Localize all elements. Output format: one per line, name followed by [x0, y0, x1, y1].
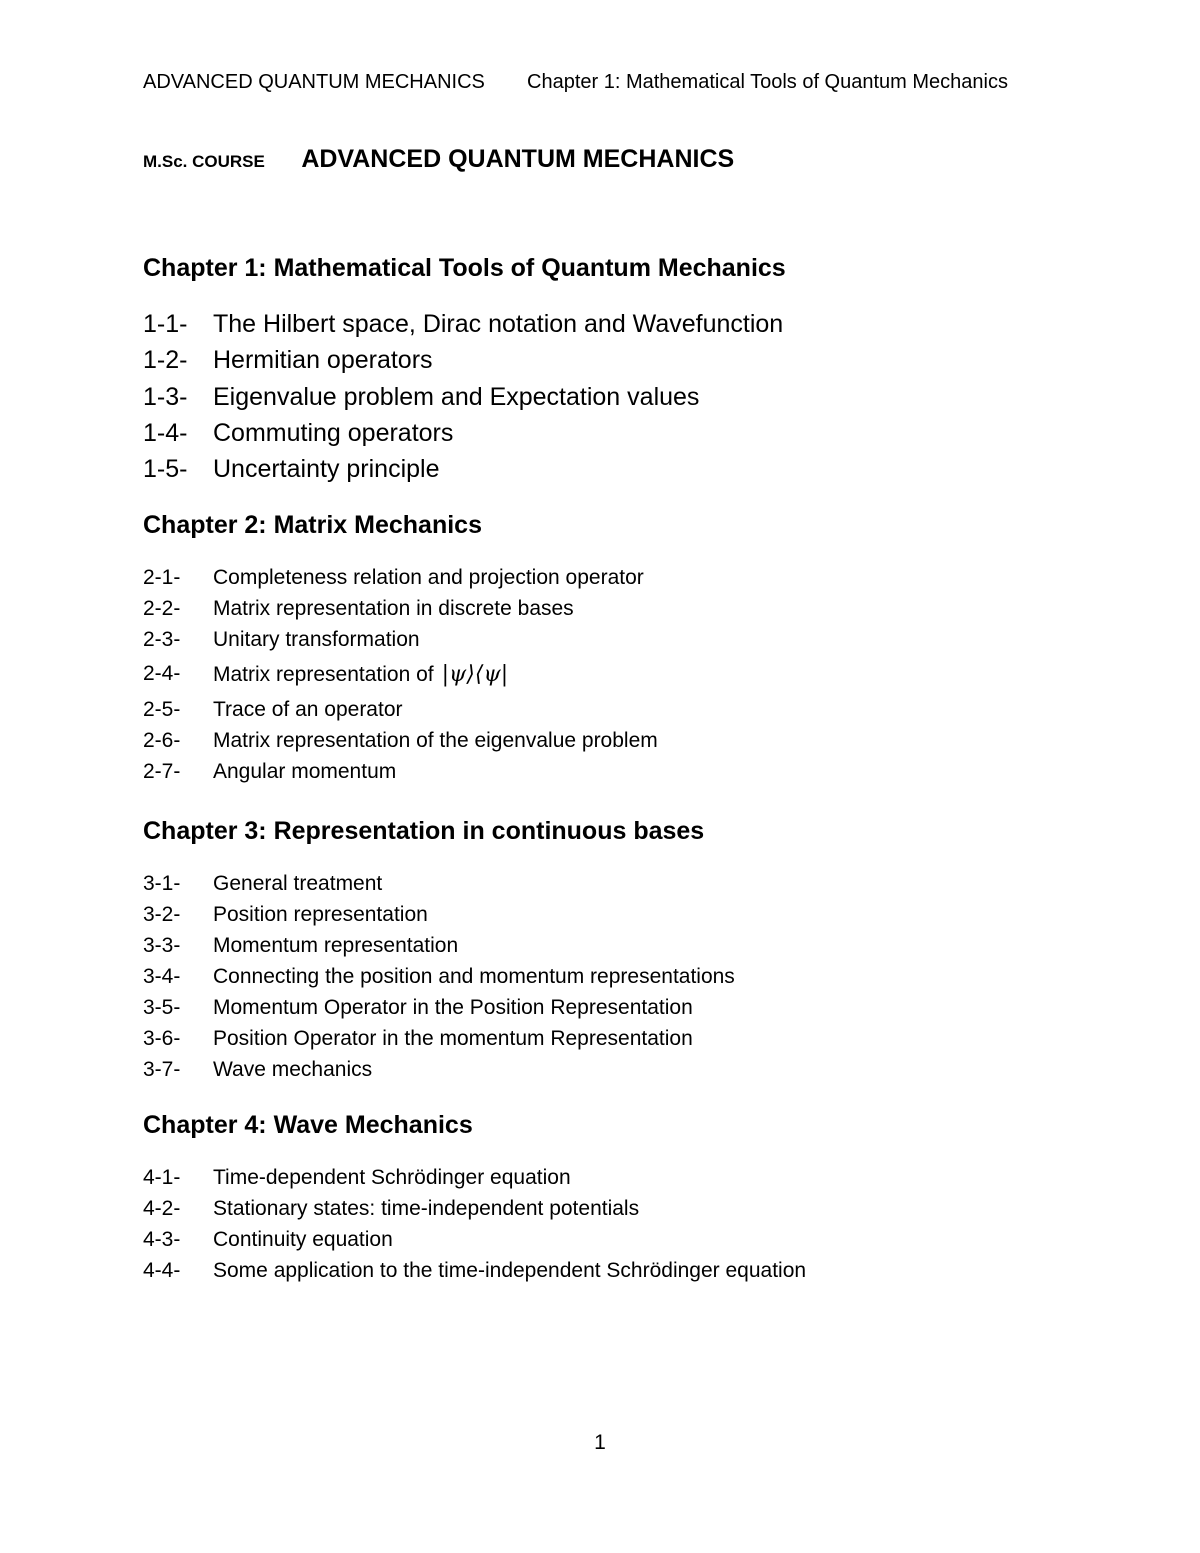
section-item — [143, 455, 440, 491]
section-title: Hermitian operators — [213, 346, 433, 375]
section-number: 3-4- — [143, 965, 181, 988]
section-title: The Hilbert space, Dirac notation and Wavefunction — [213, 310, 784, 338]
section-item — [143, 1197, 640, 1228]
section-number: 2-1- — [143, 566, 181, 589]
section-number: 3-1- — [143, 872, 181, 895]
section-title: Unitary transformation — [213, 628, 420, 651]
section-title: Eigenvalue problem and Expectation values — [213, 382, 700, 411]
running-header — [143, 71, 1008, 94]
section-title: Uncertainty principle — [213, 455, 440, 484]
section-item — [143, 698, 403, 729]
page-number: 1 — [594, 1431, 606, 1454]
section-number: 4-2- — [143, 1197, 181, 1220]
chapter-4-sections — [143, 1166, 807, 1290]
chapter-1-title: Chapter 1: Mathematical Tools of Quantum Mechanics — [143, 254, 786, 282]
section-item — [143, 382, 700, 419]
section-number: 3-6- — [143, 1027, 181, 1050]
section-title: Continuity equation — [213, 1228, 393, 1251]
section-number: 3-5- — [143, 996, 181, 1019]
section-title: General treatment — [213, 872, 383, 895]
section-title: Time-dependent Schrödinger equation — [213, 1166, 571, 1189]
section-number: 1-2- — [143, 346, 188, 375]
section-number: 1-5- — [143, 455, 188, 484]
course-label: M.Sc. COURSE — [143, 152, 265, 171]
section-item — [143, 996, 693, 1027]
section-number: 2-2- — [143, 597, 181, 620]
section-number: 2-7- — [143, 760, 181, 783]
section-number: 2-6- — [143, 729, 181, 752]
section-title: Matrix representation of — [213, 663, 434, 686]
section-title: Commuting operators — [213, 418, 454, 447]
section-title: Completeness relation and projection operator — [213, 566, 644, 589]
section-number: 4-1- — [143, 1166, 181, 1189]
section-item — [143, 566, 644, 597]
section-item — [143, 1166, 571, 1197]
section-title: Angular momentum — [213, 760, 397, 783]
section-number: 4-3- — [143, 1228, 181, 1251]
section-number: 4-4- — [143, 1259, 181, 1282]
section-item — [143, 1027, 693, 1058]
section-number: 1-3- — [143, 382, 188, 411]
chapter-2-sections — [143, 566, 658, 791]
section-title: Connecting the position and momentum representations — [213, 965, 735, 988]
running-header-right: Chapter 1: Mathematical Tools of Quantum Mechanics — [527, 71, 1008, 93]
section-number: 3-7- — [143, 1058, 181, 1081]
section-item — [143, 1228, 393, 1259]
section-title: Position Operator in the momentum Representation — [213, 1027, 693, 1050]
section-item — [143, 729, 658, 760]
section-title: Stationary states: time-independent potentials — [213, 1197, 640, 1220]
section-item — [143, 934, 459, 965]
chapter-3-title: Chapter 3: Representation in continuous bases — [143, 817, 705, 845]
section-title: Some application to the time-independent Schrödinger equation — [213, 1259, 807, 1282]
section-item — [143, 659, 509, 698]
section-item — [143, 628, 420, 659]
course-title: ADVANCED QUANTUM MECHANICS — [301, 145, 735, 173]
section-title: Trace of an operator — [213, 698, 403, 721]
chapter-2-title: Chapter 2: Matrix Mechanics — [143, 511, 482, 539]
section-item — [143, 310, 784, 346]
chapter-1-sections — [143, 310, 784, 491]
chapter-4-title: Chapter 4: Wave Mechanics — [143, 1111, 473, 1139]
section-title: Matrix representation in discrete bases — [213, 597, 574, 620]
section-number: 1-1- — [143, 310, 188, 338]
projector-formula: |ψ⟩⟨ψ| — [441, 662, 509, 687]
section-number: 2-5- — [143, 698, 181, 721]
section-title: Position representation — [213, 903, 428, 926]
section-item — [143, 418, 454, 455]
section-number: 3-3- — [143, 934, 181, 957]
course-heading — [143, 145, 734, 174]
section-title: Momentum representation — [213, 934, 459, 957]
section-number: 1-4- — [143, 418, 188, 447]
section-item — [143, 1058, 373, 1089]
section-title: Wave mechanics — [213, 1058, 373, 1081]
section-title: Momentum Operator in the Position Representation — [213, 996, 693, 1019]
section-item — [143, 760, 397, 791]
section-item — [143, 872, 383, 903]
running-header-left: ADVANCED QUANTUM MECHANICS — [143, 71, 485, 93]
section-title: Matrix representation of the eigenvalue problem — [213, 729, 658, 752]
section-number: 2-3- — [143, 628, 181, 651]
section-item — [143, 965, 735, 996]
chapter-3-sections — [143, 872, 735, 1089]
section-item — [143, 346, 433, 382]
section-number: 3-2- — [143, 903, 181, 926]
section-item — [143, 597, 574, 628]
section-item — [143, 1259, 807, 1290]
section-item — [143, 903, 428, 934]
section-number: 2-4- — [143, 662, 181, 685]
